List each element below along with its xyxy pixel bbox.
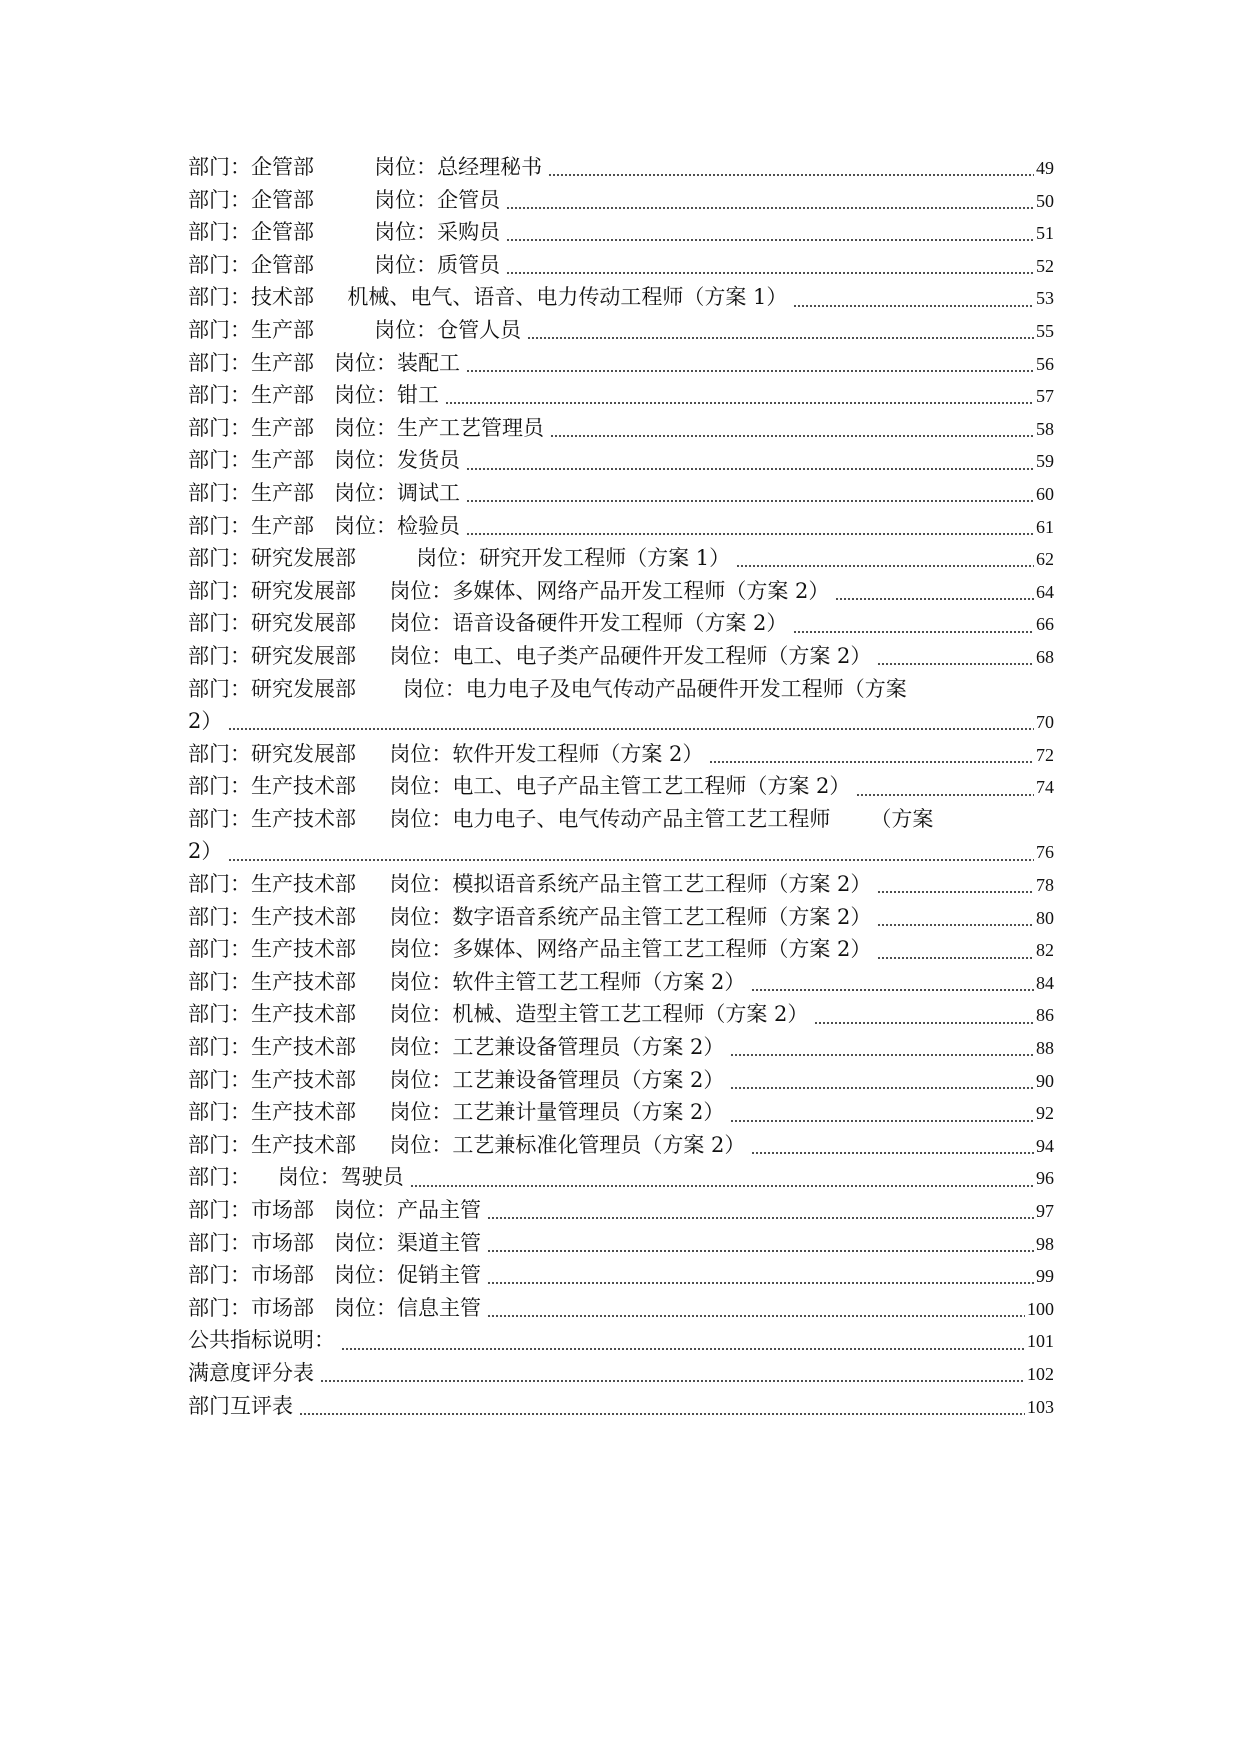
- toc-entry[interactable]: [188, 901, 1054, 934]
- toc-page-number: 53: [1036, 288, 1054, 309]
- toc-entry-text: 部门：研究发展部 岗位：多媒体、网络产品开发工程师（方案 2）: [188, 578, 830, 603]
- toc-entry-text: 部门：生产部 岗位：仓管人员: [188, 317, 522, 342]
- toc-entry[interactable]: [188, 1064, 1054, 1097]
- toc-page-number: 52: [1036, 255, 1054, 276]
- dot-leader: [506, 239, 1034, 241]
- toc-page-number: 99: [1036, 1266, 1054, 1287]
- toc-page-number: 84: [1036, 972, 1054, 993]
- toc-page-number: 55: [1036, 320, 1054, 341]
- toc-entry[interactable]: [188, 607, 1054, 640]
- dot-leader: [466, 370, 1034, 372]
- toc-page-number: 64: [1036, 581, 1054, 602]
- toc-entry-wrapped[interactable]: [188, 803, 1054, 868]
- toc-entry-text: 部门：市场部 岗位：渠道主管: [188, 1230, 482, 1255]
- dot-leader: [730, 1087, 1034, 1089]
- toc-page-number: 92: [1036, 1103, 1054, 1124]
- toc-entry-text: 部门：研究发展部 岗位：软件开发工程师（方案 2）: [188, 741, 704, 766]
- toc-page-number: 82: [1036, 940, 1054, 961]
- toc-entry-text: 部门：生产部 岗位：钳工: [188, 383, 440, 408]
- toc-entry[interactable]: [188, 281, 1054, 314]
- toc-entry-text: 部门：研究发展部 岗位：电工、电子类产品硬件开发工程师（方案 2）: [188, 643, 872, 668]
- toc-page-number: 90: [1036, 1070, 1054, 1091]
- toc-entry[interactable]: [188, 510, 1054, 543]
- dot-leader: [341, 1348, 1025, 1350]
- toc-entry-text: 部门：生产技术部 岗位：工艺兼计量管理员（方案 2）: [188, 1100, 725, 1125]
- dot-leader: [550, 435, 1034, 437]
- toc-page-number: 78: [1036, 875, 1054, 896]
- toc-page-number: 88: [1036, 1038, 1054, 1059]
- toc-entry[interactable]: [188, 1357, 1054, 1390]
- toc-entry[interactable]: [188, 1129, 1054, 1162]
- toc-entry-text-line2: 2）: [188, 709, 223, 734]
- toc-page-number: 49: [1036, 158, 1054, 178]
- toc-entry-text: 部门：企管部 岗位：企管员: [188, 187, 501, 212]
- toc-entry-text: 部门：生产部 岗位：生产工艺管理员: [188, 415, 545, 440]
- toc-entry-text: 部门：生产技术部 岗位：工艺兼标准化管理员（方案 2）: [188, 1132, 746, 1157]
- toc-page-number: 50: [1036, 190, 1054, 211]
- dot-leader: [487, 1282, 1034, 1284]
- toc-entry-text: 部门：生产部 岗位：调试工: [188, 480, 461, 505]
- toc-entry[interactable]: [188, 379, 1054, 412]
- toc-entry[interactable]: [188, 347, 1054, 380]
- dot-leader: [877, 663, 1034, 665]
- dot-leader: [877, 891, 1034, 893]
- toc-page-number: 68: [1036, 646, 1054, 667]
- dot-leader: [466, 533, 1034, 535]
- toc-page-number: 96: [1036, 1168, 1054, 1189]
- toc-entry[interactable]: [188, 640, 1054, 673]
- toc-entry-text: 部门：生产技术部 岗位：工艺兼设备管理员（方案 2）: [188, 1067, 725, 1092]
- dot-leader: [548, 174, 1034, 176]
- toc-page-number: 100: [1027, 1298, 1054, 1319]
- toc-page-number: 57: [1036, 386, 1054, 407]
- toc-entry[interactable]: [188, 151, 1054, 184]
- dot-leader: [814, 1022, 1034, 1024]
- toc-entry-text: 部门：生产技术部 岗位：机械、造型主管工艺工程师（方案 2）: [188, 1002, 809, 1027]
- dot-leader: [856, 794, 1034, 796]
- toc-entry-text: 部门：市场部 岗位：信息主管: [188, 1295, 482, 1320]
- table-of-contents: [188, 151, 1054, 1422]
- toc-entry-text: 满意度评分表: [188, 1360, 314, 1385]
- toc-page-number: 101: [1027, 1331, 1054, 1352]
- dot-leader: [793, 631, 1034, 633]
- toc-entry[interactable]: [188, 868, 1054, 901]
- toc-entry[interactable]: [188, 1259, 1054, 1292]
- toc-entry-text-line2: 2）: [188, 839, 223, 864]
- toc-entry-text: 部门：生产部 岗位：发货员: [188, 448, 461, 473]
- toc-entry-text-line1: 部门：生产技术部 岗位：电力电子、电气传动产品主管工艺工程师 （方案: [188, 806, 934, 831]
- toc-entry[interactable]: [188, 1390, 1054, 1423]
- dot-leader: [793, 305, 1034, 307]
- toc-entry[interactable]: [188, 444, 1054, 477]
- toc-page-number: 51: [1036, 223, 1054, 244]
- toc-entry[interactable]: [188, 575, 1054, 608]
- toc-page-number: 98: [1036, 1233, 1054, 1254]
- toc-page-number: 74: [1036, 777, 1054, 798]
- toc-entry-text: 部门：市场部 岗位：促销主管: [188, 1263, 482, 1288]
- toc-entry[interactable]: [188, 1227, 1054, 1260]
- toc-entry[interactable]: [188, 966, 1054, 999]
- dot-leader: [466, 500, 1034, 502]
- toc-entry-text: 部门：生产部 岗位：检验员: [188, 513, 461, 538]
- dot-leader: [299, 1413, 1025, 1415]
- dot-leader: [410, 1185, 1034, 1187]
- toc-page-number: 103: [1027, 1396, 1054, 1417]
- toc-page-number: 102: [1027, 1363, 1054, 1384]
- toc-page-number: 70: [1036, 712, 1054, 733]
- toc-entry[interactable]: [188, 933, 1054, 966]
- dot-leader: [736, 565, 1034, 567]
- toc-entry-text: 部门：市场部 岗位：产品主管: [188, 1198, 482, 1222]
- toc-entry[interactable]: [188, 249, 1054, 282]
- dot-leader: [730, 1120, 1034, 1122]
- toc-page-number: 58: [1036, 418, 1054, 439]
- toc-entry-text: 公共指标说明：: [188, 1328, 335, 1353]
- toc-entry[interactable]: [188, 770, 1054, 803]
- toc-page-number: 56: [1036, 353, 1054, 374]
- toc-entry-text-line1: 部门：研究发展部 岗位：电力电子及电气传动产品硬件开发工程师（方案: [188, 676, 907, 701]
- toc-page-number: 62: [1036, 549, 1054, 570]
- toc-page-number: 60: [1036, 483, 1054, 504]
- toc-page-number: 86: [1036, 1005, 1054, 1026]
- dot-leader: [228, 859, 1034, 861]
- toc-entry-text: 部门互评表: [188, 1393, 293, 1418]
- dot-leader: [487, 1250, 1034, 1252]
- toc-page-number: 80: [1036, 907, 1054, 928]
- toc-entry[interactable]: [188, 1194, 1054, 1227]
- toc-entry[interactable]: [188, 1324, 1054, 1357]
- dot-leader: [877, 924, 1034, 926]
- dot-leader: [506, 207, 1034, 209]
- toc-entry[interactable]: [188, 1096, 1054, 1129]
- toc-entry-text: 部门：企管部 岗位：质管员: [188, 252, 501, 277]
- dot-leader: [835, 598, 1034, 600]
- toc-entry[interactable]: [188, 314, 1054, 347]
- toc-entry-wrapped[interactable]: [188, 673, 1054, 738]
- toc-entry-text: 部门：研究发展部 岗位：语音设备硬件开发工程师（方案 2）: [188, 611, 788, 636]
- toc-page-number: 97: [1036, 1201, 1054, 1221]
- toc-page-number: 61: [1036, 516, 1054, 537]
- toc-page-number: 59: [1036, 451, 1054, 472]
- dot-leader: [320, 1380, 1025, 1382]
- toc-entry-text: 部门：生产技术部 岗位：电工、电子产品主管工艺工程师（方案 2）: [188, 774, 851, 799]
- dot-leader: [466, 468, 1034, 470]
- dot-leader: [228, 728, 1034, 730]
- dot-leader: [487, 1315, 1025, 1317]
- toc-entry-text: 部门：生产技术部 岗位：工艺兼设备管理员（方案 2）: [188, 1035, 725, 1060]
- toc-page-number: 66: [1036, 614, 1054, 635]
- dot-leader: [709, 761, 1034, 763]
- dot-leader: [730, 1054, 1034, 1056]
- toc-entry[interactable]: [188, 738, 1054, 771]
- toc-entry-text: 部门：生产技术部 岗位：模拟语音系统产品主管工艺工程师（方案 2）: [188, 872, 872, 897]
- toc-entry[interactable]: [188, 1031, 1054, 1064]
- toc-entry-text: 部门：生产技术部 岗位：软件主管工艺工程师（方案 2）: [188, 969, 746, 994]
- toc-entry-text: 部门：生产部 岗位：装配工: [188, 350, 461, 375]
- toc-entry-text: 部门：生产技术部 岗位：多媒体、网络产品主管工艺工程师（方案 2）: [188, 937, 872, 962]
- toc-page-number: 72: [1036, 744, 1054, 765]
- dot-leader: [445, 402, 1034, 404]
- toc-entry[interactable]: [188, 216, 1054, 249]
- toc-entry-text: 部门：技术部 机械、电气、语音、电力传动工程师（方案 1）: [188, 285, 788, 310]
- toc-entry[interactable]: [188, 184, 1054, 217]
- dot-leader: [487, 1217, 1034, 1219]
- dot-leader: [751, 989, 1034, 991]
- toc-entry-text: 部门：企管部 岗位：采购员: [188, 220, 501, 245]
- toc-entry[interactable]: [188, 542, 1054, 575]
- toc-page-number: 76: [1036, 842, 1054, 863]
- toc-entry[interactable]: [188, 998, 1054, 1031]
- toc-entry[interactable]: [188, 412, 1054, 445]
- toc-page-number: 94: [1036, 1135, 1054, 1156]
- toc-entry[interactable]: [188, 1292, 1054, 1325]
- dot-leader: [751, 1152, 1034, 1154]
- toc-entry-text: 部门： 岗位：驾驶员: [188, 1165, 404, 1190]
- dot-leader: [527, 337, 1034, 339]
- toc-entry-text: 部门：生产技术部 岗位：数字语音系统产品主管工艺工程师（方案 2）: [188, 904, 872, 929]
- dot-leader: [877, 957, 1034, 959]
- dot-leader: [506, 272, 1034, 274]
- toc-entry[interactable]: [188, 1161, 1054, 1194]
- toc-entry-text: 部门：企管部 岗位：总经理秘书: [188, 155, 543, 179]
- toc-entry[interactable]: [188, 477, 1054, 510]
- toc-entry-text: 部门：研究发展部 岗位：研究开发工程师（方案 1）: [188, 546, 731, 571]
